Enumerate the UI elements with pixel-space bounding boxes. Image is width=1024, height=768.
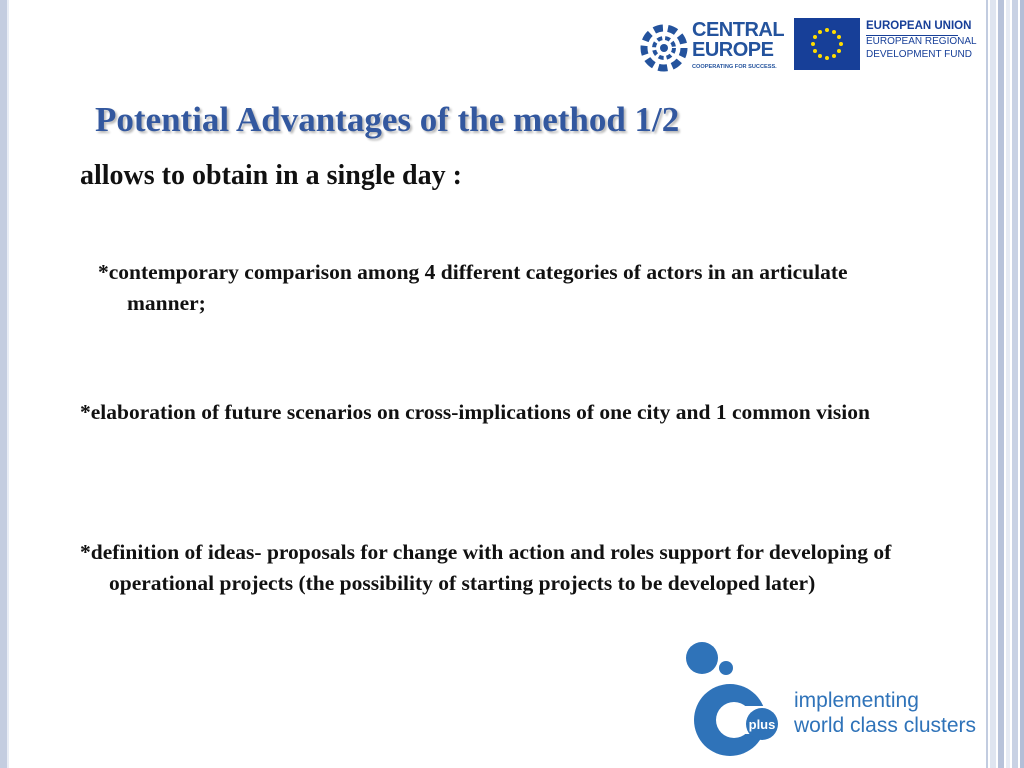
right-border-stripes <box>982 0 1024 768</box>
eu-flag-icon <box>794 18 860 70</box>
eu-line3: DEVELOPMENT FUND <box>866 49 972 60</box>
slide-subtitle: allows to obtain in a single day : <box>80 160 462 191</box>
cplus-line2: world class clusters <box>794 714 977 737</box>
ce-line2: EUROPE <box>692 39 774 61</box>
bullet-2: *elaboration of future scenarios on cross-implications of one city and 1 common vision <box>80 400 870 424</box>
ce-tagline: COOPERATING FOR SUCCESS. <box>692 64 777 70</box>
central-europe-logo-icon <box>638 22 690 74</box>
ce-line1: CENTRAL <box>692 19 785 41</box>
cplus-badge-text: plus <box>748 717 776 732</box>
cplus-logo <box>684 640 977 760</box>
cplus-text <box>794 688 976 738</box>
central-europe-wordmark <box>692 20 784 60</box>
eu-line2: EUROPEAN REGIONAL <box>866 36 977 47</box>
eu-text <box>866 20 977 61</box>
eu-line1: EUROPEAN UNION <box>866 20 972 32</box>
central-europe-logo <box>638 19 785 78</box>
bullet-3: *definition of ideas- proposals for change with action and roles support for developing of operational projects (the possibility of starting projects to be developed later) <box>80 540 892 595</box>
cplus-logo-icon <box>684 640 788 760</box>
left-border <box>0 0 7 768</box>
slide-title: Potential Advantages of the method 1/2 <box>95 100 680 139</box>
cplus-line1: implementing <box>794 689 919 712</box>
bullet-1: *contemporary comparison among 4 different categories of actors in an articulate manner; <box>98 260 848 315</box>
eu-logo <box>794 18 977 70</box>
